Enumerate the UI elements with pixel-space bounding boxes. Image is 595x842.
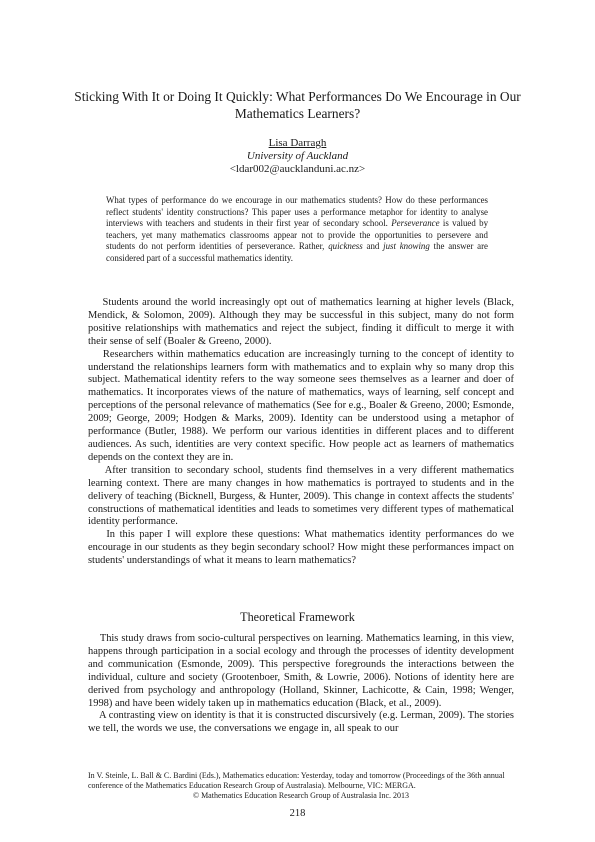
- abstract-emphasis: Perseverance: [391, 218, 440, 228]
- author-affiliation: University of Auckland: [246, 150, 349, 162]
- author-block: [0, 137, 595, 176]
- paragraph: Students around the world increasingly opt out of mathematics learning at higher levels (Black, Mendick, & Solomon, 2009). Although they may be successful in this subject, many do not form positive relationships with mathematics and reject the subject, finding it difficult to merge it with their sense of self (Boaler & Greeno, 2000).: [88, 297, 515, 347]
- abstract-text: and: [362, 241, 384, 251]
- framework-body: [88, 633, 514, 736]
- copyright-notice: © Mathematics Education Research Group of Australasia Inc. 2013: [192, 791, 409, 801]
- section-heading: Theoretical Framework: [240, 610, 355, 624]
- paragraph: Researchers within mathematics education are increasingly turning to the concept of identity to understand the relationships learners form with mathematics and to explain why so many drop this subject. Mathematical identity refers to the way someone sees themselves as a learner and doer of mathematics. It incorporates views of the nature of mathematics, ways of learning, self concept and perceptions of the personal relevance of mathematics (See for e.g., Boaler & Greeno, 2000; Esmonde, 2009; George, 2009; Hodgen & Marks, 2009). Identity can be understood using a metaphor of performance (Butler, 1988). We perform our various identities in different places and to different audiences. As such, identities are very context specific. How people act as learners of mathematics depends on the context they are in.: [88, 348, 515, 463]
- introduction-body: [88, 297, 514, 568]
- paper-title: Sticking With It or Doing It Quickly: What Performances Do We Encourage in Our Mathematics Learners?: [74, 89, 521, 121]
- paragraph: After transition to secondary school, students find themselves in a very different mathematics learning context. There are many changes in how mathematics is portrayed to students and in the delivery of teaching (Bicknell, Burgess, & Hunter, 2009). This change in context affects the students' constructions of mathematical identities and leads to sometimes very different types of mathematical identity performance.: [88, 464, 514, 528]
- paragraph: In this paper I will explore these questions: What mathematics identity performances do we encourage in our students as they begin secondary school? How might these performances impact on students' understandings of what it means to learn mathematics?: [88, 529, 514, 567]
- abstract-emphasis: quickness: [328, 241, 363, 251]
- abstract-text: What types of performance do we encourage in our mathematics students? How do these performances reflect students' identity constructions? This paper uses a performance metaphor for identity to analyse interviews with teachers and students in their first year of secondary school.: [106, 195, 488, 228]
- abstract-text: the answer are considered part of a successful mathematics identity.: [106, 241, 488, 263]
- abstract: [106, 195, 488, 264]
- author-email: <ldar002@aucklanduni.ac.nz>: [229, 163, 366, 175]
- page-number: 218: [289, 808, 306, 819]
- paragraph: A contrasting view on identity is that it is constructed discursively (e.g. Lerman, 2009). The stories we tell, the words we use, the conversations we engage in, all speak to our: [88, 710, 514, 735]
- author-name: Lisa Darragh: [268, 137, 327, 149]
- abstract-text: is valued by teachers, yet many mathematics classrooms appear not to provide the opportunities to persevere and students do not perform identities of perseverance. Rather,: [106, 218, 489, 251]
- paragraph: This study draws from socio-cultural perspectives on learning. Mathematics learning, in this view, happens through participation in a social ecology and through the processes of identity development and communication (Esmonde, 2009). This perspective foregrounds the interactions between the individual, culture and society (Grootenboer, Smith, & Lowrie, 2006). Notions of identity here are derived from psychology and anthropology (Holland, Skinner, Lachicotte, & Cain, 1998; Wenger, 1998) and have been widely taken up in mathematics education (Black, et al., 2009).: [88, 633, 514, 709]
- footnote: [88, 771, 514, 802]
- citation-footnote: In V. Steinle, L. Ball & C. Bardini (Eds.), Mathematics education: Yesterday, today and tomorrow (Proceedings of the 36th annual conference of the Mathematics Education Research Group of Australasia). Melbourne, VIC: MERGA.: [88, 771, 505, 791]
- abstract-emphasis: just knowing: [383, 241, 430, 251]
